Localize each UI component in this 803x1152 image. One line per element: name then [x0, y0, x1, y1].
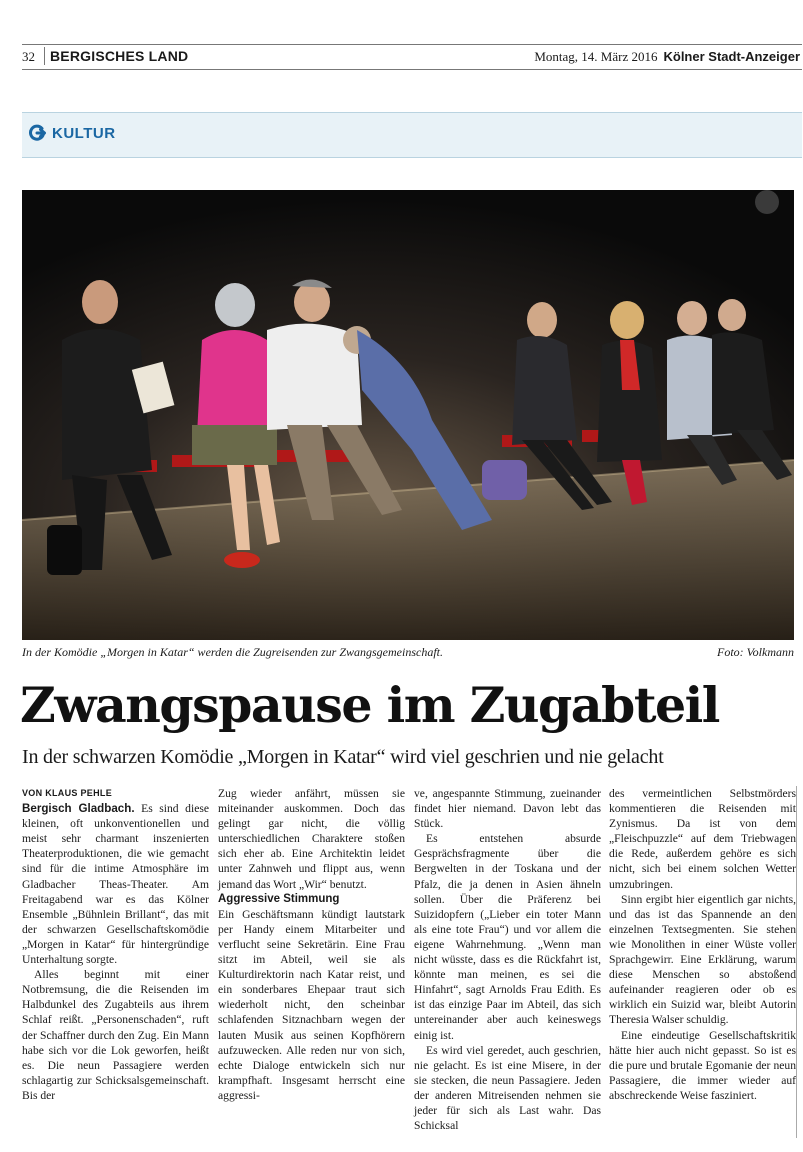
paragraph: Es wird viel geredet, auch geschrien, nie gelacht. Es ist eine Misere, in der sie stecken, die neun Passagiere. Jeden der anderen Mitreisenden nehmen sie jeder für sich als Last wahr. Das Schicksal [414, 1043, 601, 1133]
article-column-3 [414, 786, 601, 1133]
paragraph: des vermeintlichen Selbstmörders kommentieren die Reisenden mit Zynismus. Da ist von dem „Fleischpuzzle“ auf dem Triebwagen die Rede, außerdem gehöre es sich nicht, sich bei einem solchen Wetter umzubringen. [609, 787, 796, 891]
page-header [22, 44, 802, 70]
paragraph: Alles beginnt mit einer Notbremsung, die die Reisenden im Halbdunkel des Zugabteils aus ihrem Schlaf reißt. „Personenschaden“, ruft der Schaffner durch den Zug. Ein Mann habe sich vor die Lok geworfen, heißt es. Die neun Passagiere werden schlagartig zur Schicksalsgemeinschaft. Bis der [22, 968, 209, 1102]
subheadline: In der schwarzen Komödie „Morgen in Katar“ wird viel geschrien und nie gelacht [22, 746, 664, 768]
photo-credit: Foto: Volkmann [717, 645, 794, 659]
article-column-1 [22, 786, 209, 1103]
byline: VON KLAUS PEHLE [22, 788, 113, 798]
publication-name: Kölner Stadt-Anzeiger [663, 49, 800, 64]
paragraph: Bergisch Gladbach. Es sind diese kleinen, oft unkonventionellen und meist sehr charmant inszenierten Theaterproduktionen, die wie gemacht sind für die intime Atmosphäre im Gladbacher Theas-Theater. Am Freitagabend war es das Kölner Ensemble „Bühnlein Brillant“, das mit der schwarzen Gesellschaftskomödie „Morgen in Katar“ für hintergründige Unterhaltung sorgte. [22, 802, 209, 967]
rubric-label: KULTUR [52, 125, 116, 142]
paragraph: Es entstehen absurde Gesprächsfragmente über die Bergwelten in der Toskana und der Pfalz, die ja denen in Asien ähneln sollen. Über die Präferenz bei Suizidopfern („Lieber ein toter Mann als eine tote Frau“) und vor allem die eigene Wahrnehmung. „Wenn man nicht wüsste, dass es die Rückfahrt ist, könnte man meinen, es sei die Hinfahrt“, sagt Arnolds Frau Edith. Es ist das einzige Paar im Abteil, das sich untereinander aber auch keineswegs einig ist. [414, 832, 601, 1042]
paragraph: ve, angespannte Stimmung, zueinander findet hier niemand. Davon lebt das Stück. [414, 787, 601, 831]
paragraph: Eine eindeutige Gesellschaftskritik hätte hier auch nicht gepasst. So ist es die pure und brutale Egomanie der neun Passagiere, die immer wieder auf abschreckende Weise fasziniert. [609, 1028, 796, 1102]
paragraph: Ein Geschäftsmann kündigt lautstark per Handy einem Mitarbeiter und verflucht seine Sekretärin. Eine Frau sitzt im Abteil, weil sie als Kulturdirektorin nach Katar reist, und ein sonderbares Ehepaar traut sich wiederholt nicht, den scheinbar schlafenden Sitznachbarn wegen der lauten Musik aus seinen Kopfhörern aufzuwecken. Alle reden nur von sich, echte Dialoge entwickeln sich nur krampfhaft. Insgesamt herrscht eine aggressi- [218, 907, 405, 1102]
section-name: BERGISCHES LAND [50, 48, 189, 64]
article-column-2 [218, 786, 405, 1103]
photo-caption: In der Komödie „Morgen in Katar“ werden die Zugreisenden zur Zwangsgemeinschaft. [22, 645, 443, 659]
subhead: Aggressive Stimmung [218, 892, 340, 905]
column-rule [796, 786, 797, 1138]
paragraph: Sinn ergibt hier eigentlich gar nichts, und das ist das Spannende an den einzelnen Textsegmenten. Sie stehen wie Monolithen in einer Wüste voller Sprachgewirr. Eine Erklärung, warum diese Menschen so abstoßend aufeinander reagieren oder ob es wirklich ein Suizid war, bleibt Autorin Theresia Walser schuldig. [609, 892, 796, 1027]
rubric-band [22, 112, 802, 158]
issue-date: Montag, 14. März 2016 [534, 49, 658, 64]
arrow-circle-icon [28, 124, 46, 142]
issue-info [534, 49, 800, 65]
page-number: 32 [22, 49, 35, 64]
headline: Zwangspause im Zugabteil [20, 676, 719, 734]
dateline: Bergisch Gladbach. [22, 802, 135, 816]
header-divider [44, 47, 45, 65]
article-column-4 [609, 786, 796, 1103]
paragraph: Zug wieder anfährt, müssen sie miteinander auskommen. Doch das gelingt gar nicht, die völlig unterschiedlichen Charaktere stoßen sich eher ab. Eine Architektin leidet unter Zahnweh und flippt aus, wenn jemand das Wort „Wir“ benutzt. [218, 787, 405, 891]
stage-photo [22, 190, 794, 640]
